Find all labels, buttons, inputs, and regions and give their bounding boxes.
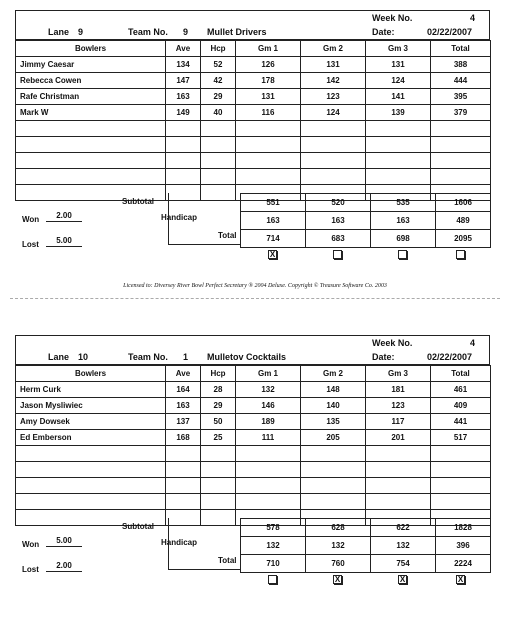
bowler-ave: 164 [166, 382, 201, 398]
empty-cell [201, 494, 236, 510]
bowler-gm2: 142 [301, 73, 366, 89]
gm1-header: Gm 1 [236, 41, 301, 57]
empty-cell [201, 169, 236, 185]
subtotal-gm1: 551 [241, 194, 306, 212]
lost-label: Lost [22, 565, 39, 574]
score-sheet-2 [0, 325, 510, 625]
empty-row [16, 169, 491, 185]
won-value: 5.00 [46, 536, 82, 547]
gm3-header: Gm 3 [366, 41, 431, 57]
empty-cell [16, 153, 166, 169]
game-win-checkbox[interactable] [456, 250, 465, 259]
empty-cell [16, 169, 166, 185]
grand-total-gm2: 683 [306, 230, 371, 248]
table-row [16, 89, 491, 105]
bowler-gm3: 124 [366, 73, 431, 89]
bowler-ave: 163 [166, 398, 201, 414]
empty-row [16, 494, 491, 510]
empty-cell [366, 494, 431, 510]
bowler-name: Ed Emberson [16, 430, 166, 446]
bowler-gm3: 131 [366, 57, 431, 73]
subtotal-total: 1606 [436, 194, 491, 212]
empty-cell [201, 121, 236, 137]
empty-cell [366, 478, 431, 494]
subtotal-gm2: 520 [306, 194, 371, 212]
bowler-gm2: 140 [301, 398, 366, 414]
game-win-checkbox[interactable]: X [399, 575, 406, 584]
bowler-gm2: 205 [301, 430, 366, 446]
empty-cell [236, 478, 301, 494]
ave-header: Ave [166, 41, 201, 57]
team-label: Team No. [128, 352, 168, 362]
game-win-checkbox[interactable] [268, 575, 277, 584]
game-win-checkbox[interactable] [333, 250, 342, 259]
totals-table [240, 518, 491, 573]
bowler-name: Jason Mysliwiec [16, 398, 166, 414]
empty-cell [201, 153, 236, 169]
bowlers-header: Bowlers [16, 41, 166, 57]
empty-cell [366, 462, 431, 478]
grand-total-gm3: 698 [371, 230, 436, 248]
table-row [16, 414, 491, 430]
week-number: 4 [470, 338, 476, 348]
empty-row [16, 462, 491, 478]
empty-cell [166, 169, 201, 185]
bowler-gm3: 201 [366, 430, 431, 446]
handicap-label: Handicap [161, 538, 198, 547]
grand-total-gm3: 754 [371, 555, 436, 573]
empty-cell [166, 446, 201, 462]
bowler-total: 517 [431, 430, 491, 446]
week-number: 4 [470, 13, 476, 23]
date-label: Date: [372, 352, 395, 362]
bowler-hcp: 29 [201, 89, 236, 105]
week-label: Week No. [372, 13, 413, 23]
empty-row [16, 121, 491, 137]
empty-cell [201, 462, 236, 478]
bowler-ave: 163 [166, 89, 201, 105]
table-row [16, 73, 491, 89]
empty-row [16, 446, 491, 462]
bowlers-table [15, 365, 491, 526]
handicap-total: 489 [436, 212, 491, 230]
bowler-name: Rafe Christman [16, 89, 166, 105]
bowler-hcp: 42 [201, 73, 236, 89]
hcp-header: Hcp [201, 366, 236, 382]
grand-total-row [241, 555, 491, 573]
lost-value: 5.00 [46, 236, 82, 247]
subtotal-label: Subtotal [122, 522, 154, 531]
grand-total-row [241, 230, 491, 248]
grand-total-gm1: 714 [241, 230, 306, 248]
game-win-checkbox[interactable]: X [334, 575, 341, 584]
bowler-ave: 149 [166, 105, 201, 121]
lane-number: 10 [78, 352, 89, 362]
empty-cell [301, 478, 366, 494]
team-number: 9 [183, 27, 189, 37]
empty-cell [201, 137, 236, 153]
totals-table [240, 193, 491, 248]
total-label: Total [218, 231, 237, 240]
empty-cell [366, 121, 431, 137]
empty-cell [431, 137, 491, 153]
total-label: Total [218, 556, 237, 565]
empty-cell [431, 153, 491, 169]
empty-cell [16, 121, 166, 137]
empty-cell [301, 153, 366, 169]
lane-label: Lane [48, 352, 70, 362]
bowler-hcp: 28 [201, 382, 236, 398]
date-value: 02/22/2007 [427, 27, 473, 37]
bowler-name: Rebecca Cowen [16, 73, 166, 89]
bowler-gm2: 124 [301, 105, 366, 121]
bowler-gm2: 131 [301, 57, 366, 73]
empty-cell [301, 462, 366, 478]
empty-cell [301, 169, 366, 185]
bowler-ave: 168 [166, 430, 201, 446]
bowler-gm1: 146 [236, 398, 301, 414]
bowler-gm1: 116 [236, 105, 301, 121]
handicap-gm2: 132 [306, 537, 371, 555]
empty-row [16, 153, 491, 169]
bowler-total: 395 [431, 89, 491, 105]
empty-cell [301, 494, 366, 510]
bowler-ave: 137 [166, 414, 201, 430]
game-win-checkbox[interactable]: X [269, 250, 276, 259]
bowler-gm3: 181 [366, 382, 431, 398]
handicap-gm3: 163 [371, 212, 436, 230]
bowlers-header: Bowlers [16, 366, 166, 382]
team-number: 1 [183, 352, 189, 362]
bowler-gm1: 111 [236, 430, 301, 446]
license-footer: Licensed to: Diversey River Bowl Perfect Secretary ® 2004 Deluxe. Copyright © Treasure Software Co. 2003 [123, 283, 387, 289]
table-row [16, 105, 491, 121]
empty-cell [166, 121, 201, 137]
empty-cell [301, 137, 366, 153]
empty-cell [366, 446, 431, 462]
game-win-checkbox[interactable]: X [457, 575, 464, 584]
empty-cell [236, 494, 301, 510]
subtotal-total: 1828 [436, 519, 491, 537]
grand-total-gm1: 710 [241, 555, 306, 573]
bowler-total: 461 [431, 382, 491, 398]
table-row [16, 430, 491, 446]
empty-cell [166, 153, 201, 169]
empty-cell [431, 446, 491, 462]
empty-cell [431, 494, 491, 510]
bowler-total: 379 [431, 105, 491, 121]
bowler-hcp: 52 [201, 57, 236, 73]
bowler-gm1: 131 [236, 89, 301, 105]
gm3-header: Gm 3 [366, 366, 431, 382]
empty-cell [201, 446, 236, 462]
handicap-gm1: 163 [241, 212, 306, 230]
bowler-total: 441 [431, 414, 491, 430]
empty-cell [366, 169, 431, 185]
ave-header: Ave [166, 366, 201, 382]
bowler-gm3: 141 [366, 89, 431, 105]
empty-cell [16, 462, 166, 478]
date-value: 02/22/2007 [427, 352, 473, 362]
cut-line [10, 298, 500, 299]
empty-cell [301, 121, 366, 137]
subtotal-gm3: 535 [371, 194, 436, 212]
subtotal-label: Subtotal [122, 197, 154, 206]
team-name: Mulletov Cocktails [207, 352, 287, 362]
empty-cell [16, 446, 166, 462]
bowler-name: Jimmy Caesar [16, 57, 166, 73]
bowler-gm2: 123 [301, 89, 366, 105]
total-header: Total [431, 366, 491, 382]
handicap-total: 396 [436, 537, 491, 555]
handicap-gm1: 132 [241, 537, 306, 555]
subtotal-gm1: 578 [241, 519, 306, 537]
won-value: 2.00 [46, 211, 82, 222]
handicap-label: Handicap [161, 213, 198, 222]
won-label: Won [22, 540, 40, 549]
empty-cell [236, 137, 301, 153]
grand-total-gm2: 760 [306, 555, 371, 573]
empty-row [16, 478, 491, 494]
empty-cell [236, 446, 301, 462]
bowler-gm1: 189 [236, 414, 301, 430]
empty-cell [236, 153, 301, 169]
bowler-hcp: 40 [201, 105, 236, 121]
team-label: Team No. [128, 27, 168, 37]
bowler-gm1: 126 [236, 57, 301, 73]
gm2-header: Gm 2 [301, 366, 366, 382]
team-name: Mullet Drivers [207, 27, 267, 37]
empty-cell [366, 137, 431, 153]
handicap-row [241, 212, 491, 230]
table-row [16, 382, 491, 398]
table-row [16, 398, 491, 414]
bowler-ave: 134 [166, 57, 201, 73]
subtotal-row [241, 194, 491, 212]
handicap-gm3: 132 [371, 537, 436, 555]
handicap-row [241, 537, 491, 555]
grand-total-total: 2224 [436, 555, 491, 573]
bowler-gm3: 117 [366, 414, 431, 430]
bowler-gm1: 178 [236, 73, 301, 89]
empty-cell [431, 121, 491, 137]
empty-cell [16, 137, 166, 153]
empty-cell [301, 446, 366, 462]
empty-cell [166, 478, 201, 494]
empty-cell [166, 494, 201, 510]
total-header: Total [431, 41, 491, 57]
handicap-gm2: 163 [306, 212, 371, 230]
bowler-gm3: 123 [366, 398, 431, 414]
bowlers-table [15, 40, 491, 201]
empty-cell [201, 478, 236, 494]
date-label: Date: [372, 27, 395, 37]
lane-label: Lane [48, 27, 70, 37]
subtotal-gm2: 628 [306, 519, 371, 537]
empty-cell [431, 478, 491, 494]
empty-cell [16, 494, 166, 510]
empty-cell [431, 462, 491, 478]
bowler-hcp: 25 [201, 430, 236, 446]
bowler-name: Mark W [16, 105, 166, 121]
empty-row [16, 137, 491, 153]
lost-label: Lost [22, 240, 39, 249]
game-win-checkbox[interactable] [398, 250, 407, 259]
bowler-hcp: 29 [201, 398, 236, 414]
bowler-total: 409 [431, 398, 491, 414]
bowler-name: Amy Dowsek [16, 414, 166, 430]
empty-cell [431, 169, 491, 185]
gm1-header: Gm 1 [236, 366, 301, 382]
empty-cell [16, 478, 166, 494]
table-row [16, 57, 491, 73]
bowler-total: 388 [431, 57, 491, 73]
score-sheet-1 [0, 0, 510, 300]
empty-cell [236, 121, 301, 137]
empty-cell [166, 462, 201, 478]
empty-cell [236, 462, 301, 478]
bowler-ave: 147 [166, 73, 201, 89]
empty-cell [166, 137, 201, 153]
gm2-header: Gm 2 [301, 41, 366, 57]
bowler-gm1: 132 [236, 382, 301, 398]
empty-cell [366, 153, 431, 169]
subtotal-row [241, 519, 491, 537]
lost-value: 2.00 [46, 561, 82, 572]
bowler-name: Herm Curk [16, 382, 166, 398]
week-label: Week No. [372, 338, 413, 348]
bowler-hcp: 50 [201, 414, 236, 430]
bowler-gm2: 148 [301, 382, 366, 398]
hcp-header: Hcp [201, 41, 236, 57]
bowler-total: 444 [431, 73, 491, 89]
bowler-gm3: 139 [366, 105, 431, 121]
empty-cell [236, 169, 301, 185]
grand-total-total: 2095 [436, 230, 491, 248]
bowler-gm2: 135 [301, 414, 366, 430]
subtotal-gm3: 622 [371, 519, 436, 537]
lane-number: 9 [78, 27, 84, 37]
won-label: Won [22, 215, 40, 224]
